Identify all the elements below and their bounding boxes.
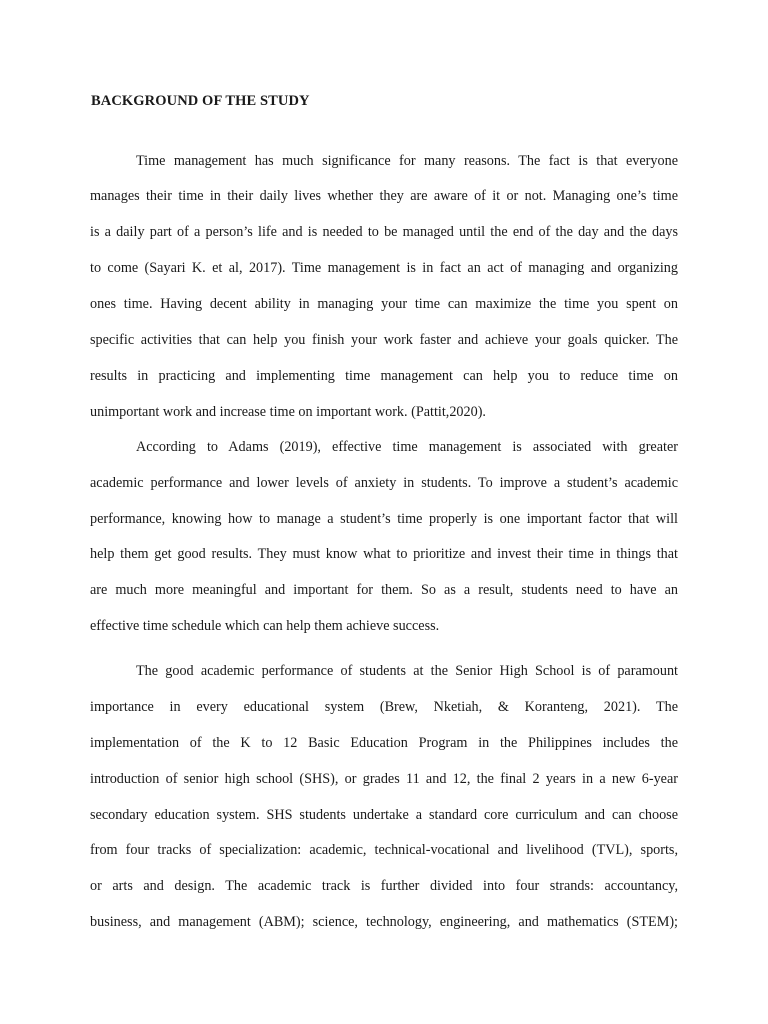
paragraph-line: The good academic performance of students at the Senior High School is of paramount xyxy=(136,663,678,679)
section-heading: BACKGROUND OF THE STUDY xyxy=(91,93,310,109)
paragraph-line: is a daily part of a person’s life and is needed to be managed until the end of the day and the days xyxy=(90,224,678,240)
paragraph-line: manages their time in their daily lives whether they are aware of it or not. Managing one’s time xyxy=(90,188,678,204)
paragraph-line: or arts and design. The academic track is further divided into four strands: accountancy, xyxy=(90,878,678,894)
paragraph-line: performance, knowing how to manage a student’s time properly is one important factor that will xyxy=(90,511,678,527)
paragraph-line: implementation of the K to 12 Basic Education Program in the Philippines includes the xyxy=(90,735,678,751)
paragraph-line: secondary education system. SHS students undertake a standard core curriculum and can choose xyxy=(90,807,678,823)
paragraph-line: ones time. Having decent ability in managing your time can maximize the time you spent on xyxy=(90,296,678,312)
paragraph-line: unimportant work and increase time on important work. (Pattit,2020). xyxy=(90,404,486,420)
paragraph-line: help them get good results. They must know what to prioritize and invest their time in things that xyxy=(90,546,678,562)
paragraph-line: business, and management (ABM); science, technology, engineering, and mathematics (STEM); xyxy=(90,914,678,930)
paragraph-line: specific activities that can help you finish your work faster and achieve your goals quicker. The xyxy=(90,332,678,348)
paragraph-line: introduction of senior high school (SHS), or grades 11 and 12, the final 2 years in a new 6-year xyxy=(90,771,678,787)
paragraph-line: importance in every educational system (Brew, Nketiah, & Koranteng, 2021). The xyxy=(90,699,678,715)
paragraph-line: from four tracks of specialization: academic, technical-vocational and livelihood (TVL), sports, xyxy=(90,842,678,858)
paragraph-line: effective time schedule which can help them achieve success. xyxy=(90,618,440,634)
paragraph-line: are much more meaningful and important for them. So as a result, students need to have an xyxy=(90,582,678,598)
paragraph-line: academic performance and lower levels of anxiety in students. To improve a student’s academic xyxy=(90,475,678,491)
paragraph-line: Time management has much significance for many reasons. The fact is that everyone xyxy=(136,153,678,169)
paragraph-line: According to Adams (2019), effective time management is associated with greater xyxy=(136,439,678,455)
paragraph-line: results in practicing and implementing time management can help you to reduce time on xyxy=(90,368,678,384)
paragraph-line: to come (Sayari K. et al, 2017). Time management is in fact an act of managing and organizing xyxy=(90,260,678,276)
